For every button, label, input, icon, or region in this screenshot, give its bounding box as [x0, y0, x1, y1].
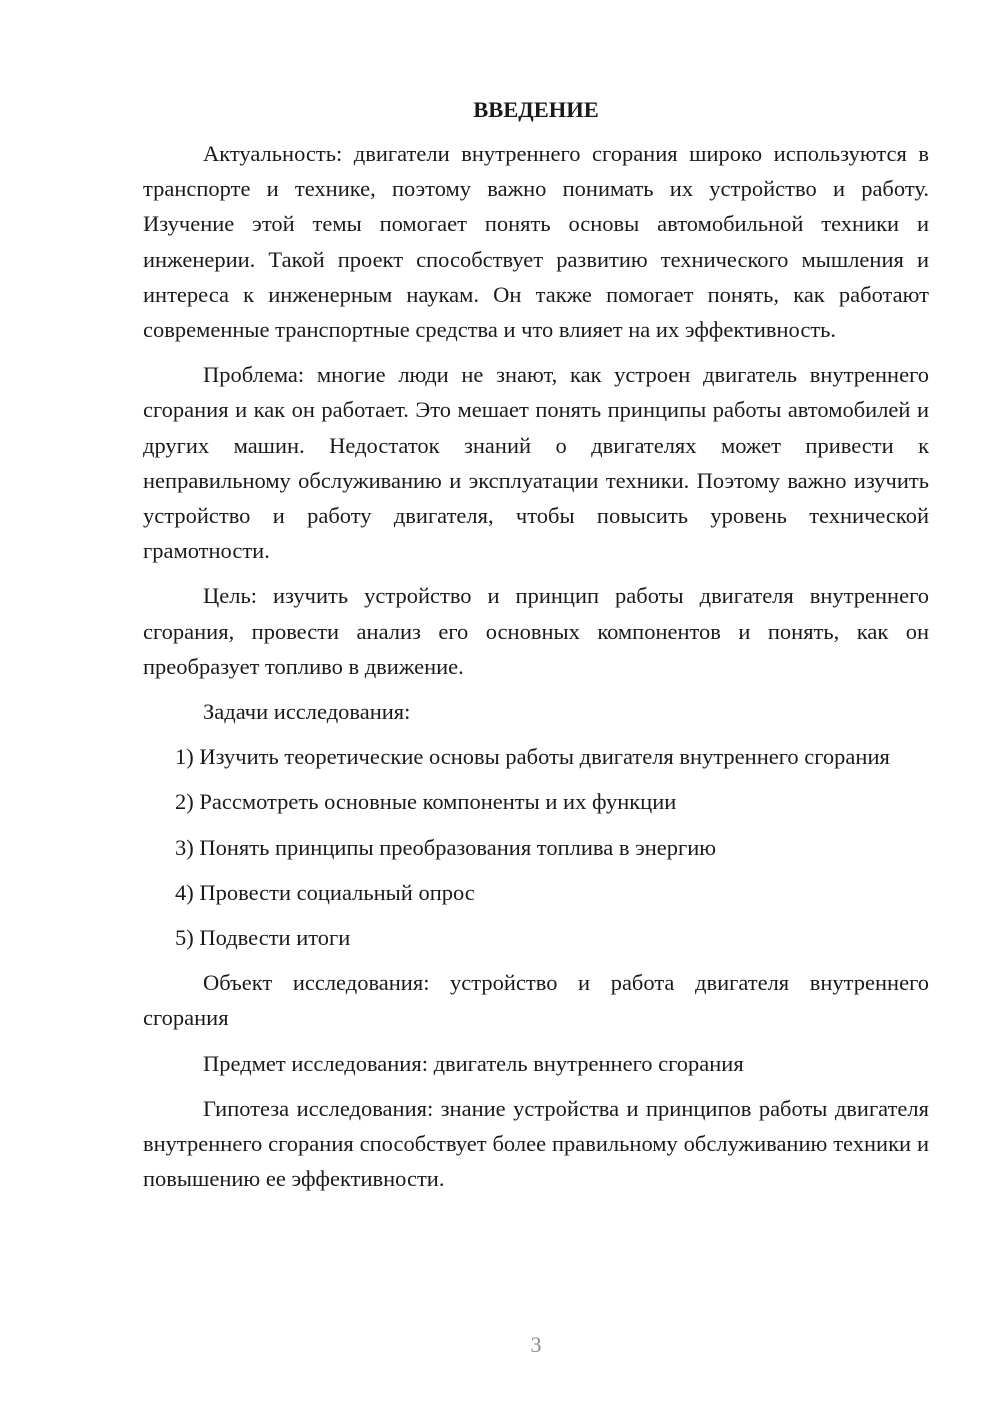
- object-paragraph: Объект исследования: устройство и работа двигателя внутреннего сгорания: [143, 970, 929, 1031]
- problem-paragraph: Проблема: многие люди не знают, как устроен двигатель внутреннего сгорания и как он работает. Это мешает понять принципы работы автомобилей и других машин. Недостаток знаний о двигателях может привести к неправильному обслуживанию и эксплуатации техники. Поэтому важно изучить устройство и работу двигателя, чтобы повысить уровень технической грамотности.: [143, 362, 929, 564]
- page-number: 3: [530, 1332, 542, 1357]
- task-item: 3) Понять принципы преобразования топлива в энергию: [175, 834, 717, 860]
- subject-paragraph: Предмет исследования: двигатель внутреннего сгорания: [203, 1050, 744, 1076]
- task-item: 1) Изучить теоретические основы работы двигателя внутреннего сгорания: [175, 744, 890, 770]
- relevance-paragraph: Актуальность: двигатели внутреннего сгорания широко используются в транспорте и технике, поэтому важно понимать их устройство и работу. Изучение этой темы помогает понять основы автомобильной техники и инженерии. Такой проект способствует развитию технического мышления и интереса к инженерным наукам. Он также помогает понять, как работают современные транспортные средства и что влияет на их эффективность.: [143, 141, 929, 343]
- goal-paragraph: Цель: изучить устройство и принцип работы двигателя внутреннего сгорания, провести анализ его основных компонентов и понять, как он преобразует топливо в движение.: [143, 583, 929, 679]
- page-title: ВВЕДЕНИЕ: [473, 97, 599, 122]
- task-item: 4) Провести социальный опрос: [175, 879, 475, 905]
- task-item: 5) Подвести итоги: [175, 925, 351, 951]
- hypothesis-paragraph: Гипотеза исследования: знание устройства и принципов работы двигателя внутреннего сгорания способствует более правильному обслуживанию техники и повышению ее эффективности.: [143, 1095, 929, 1192]
- tasks-heading: Задачи исследования:: [203, 699, 411, 725]
- page-content: [143, 94, 929, 1206]
- task-item: 2) Рассмотреть основные компоненты и их функции: [175, 789, 677, 815]
